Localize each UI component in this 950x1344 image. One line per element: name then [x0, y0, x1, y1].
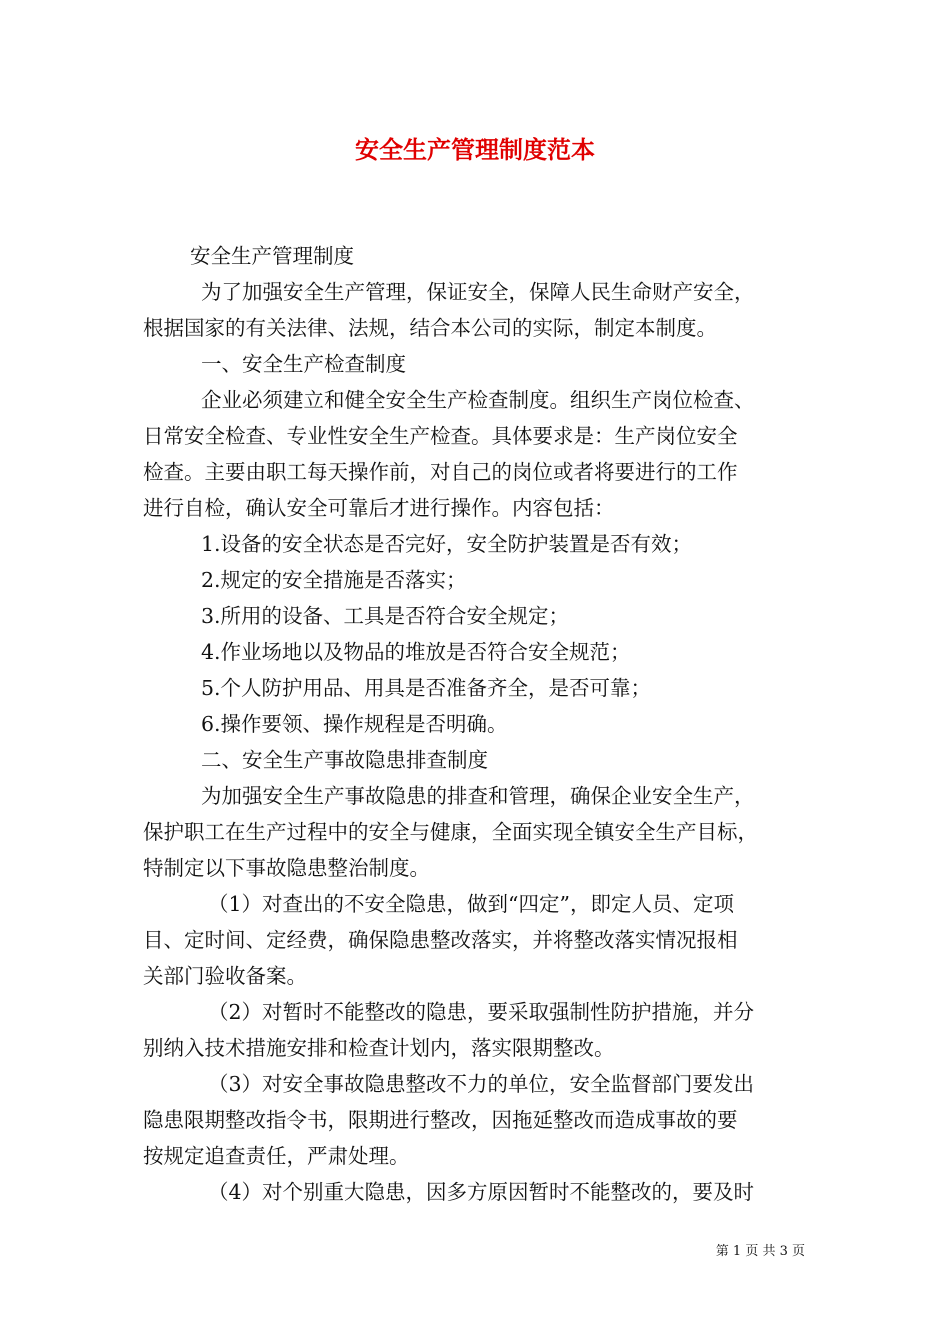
section-heading: 一、安全生产检查制度	[201, 352, 406, 376]
paragraph-line: 为加强安全生产事故隐患的排查和管理，确保企业安全生产，	[201, 784, 755, 808]
list-item: 2.规定的安全措施是否落实；	[201, 568, 467, 592]
paragraph-line: 为了加强安全生产管理，保证安全，保障人民生命财产安全，	[201, 280, 755, 304]
paragraph-line: （1）对查出的不安全隐患，做到“四定”，即定人员、定项	[208, 892, 735, 916]
paragraph-line: 特制定以下事故隐患整治制度。	[143, 856, 430, 880]
paragraph-line: （4）对个别重大隐患，因多方原因暂时不能整改的，要及时	[208, 1180, 755, 1204]
paragraph-line: 检查。主要由职工每天操作前，对自己的岗位或者将要进行的工作	[143, 460, 738, 484]
paragraph-line: （3）对安全事故隐患整改不力的单位，安全监督部门要发出	[208, 1072, 755, 1096]
paragraph-line: 别纳入技术措施安排和检查计划内，落实限期整改。	[143, 1036, 615, 1060]
list-item: 3.所用的设备、工具是否符合安全规定；	[201, 604, 570, 628]
paragraph-line: 日常安全检查、专业性安全生产检查。具体要求是：生产岗位安全	[143, 424, 738, 448]
paragraph-line: 关部门验收备案。	[143, 964, 307, 988]
paragraph-line: 目、定时间、定经费，确保隐患整改落实，并将整改落实情况报相	[143, 928, 738, 952]
list-item: 6.操作要领、操作规程是否明确。	[201, 712, 508, 736]
document-body	[143, 238, 828, 1210]
list-item: 1.设备的安全状态是否完好，安全防护装置是否有效；	[201, 532, 693, 556]
section-heading: 安全生产管理制度	[190, 244, 354, 268]
paragraph-line: 按规定追查责任，严肃处理。	[143, 1144, 410, 1168]
section-heading: 二、安全生产事故隐患排查制度	[201, 748, 488, 772]
document-title: 安全生产管理制度范本	[355, 135, 595, 164]
paragraph-line: 隐患限期整改指令书，限期进行整改，因拖延整改而造成事故的要	[143, 1108, 738, 1132]
paragraph-line: 保护职工在生产过程中的安全与健康，全面实现全镇安全生产目标，	[143, 820, 758, 844]
page-number: 第 1 页 共 3 页	[715, 1244, 805, 1259]
list-item: 5.个人防护用品、用具是否准备齐全，是否可靠；	[201, 676, 652, 700]
paragraph-line: 企业必须建立和健全安全生产检查制度。组织生产岗位检查、	[201, 388, 755, 412]
paragraph-line: （2）对暂时不能整改的隐患，要采取强制性防护措施，并分	[208, 1000, 755, 1024]
paragraph-line: 进行自检，确认安全可靠后才进行操作。内容包括：	[143, 496, 615, 520]
paragraph-line: 根据国家的有关法律、法规，结合本公司的实际，制定本制度。	[143, 316, 717, 340]
list-item: 4.作业场地以及物品的堆放是否符合安全规范；	[201, 640, 631, 664]
